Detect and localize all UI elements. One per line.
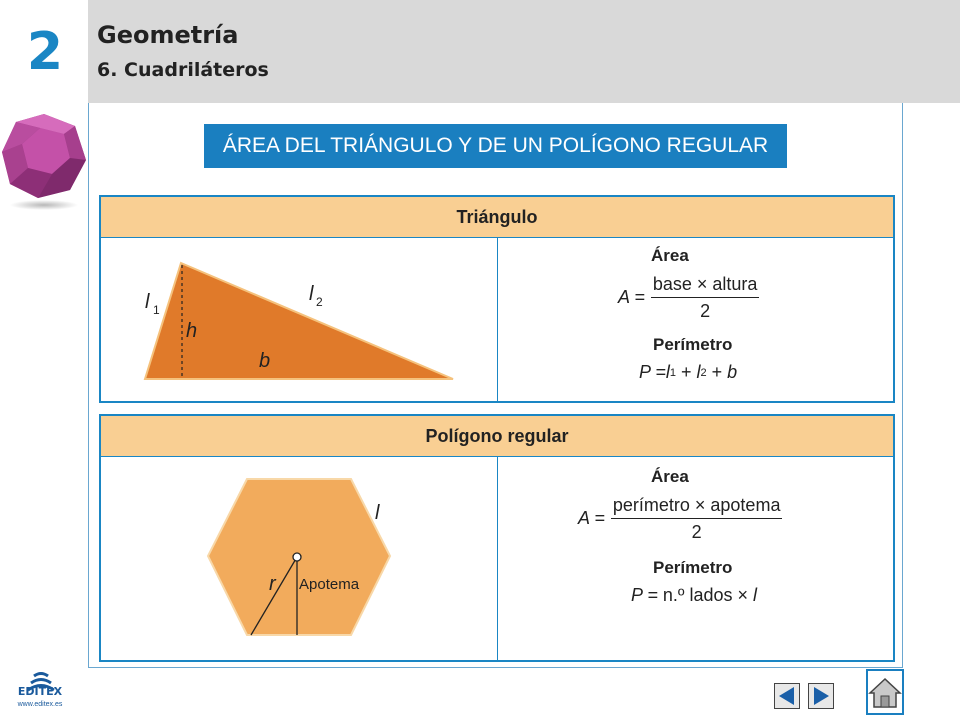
- label-side: l: [375, 502, 380, 524]
- panel-divider: [497, 238, 498, 402]
- polygon-perimeter-formula: [631, 585, 757, 606]
- triangle-perimeter-heading: Perímetro: [653, 335, 733, 354]
- home-icon: [868, 671, 902, 713]
- triangle-perimeter-l2-sub: 2: [700, 366, 707, 379]
- polygon-area-heading: Área: [651, 467, 689, 486]
- triangle-right-icon: [809, 684, 833, 708]
- triangle-perimeter-plus2: +: [706, 362, 728, 382]
- dodecahedron-icon: [0, 108, 88, 213]
- panel-divider: [497, 457, 498, 661]
- home-button[interactable]: [866, 669, 904, 715]
- triangle-area-numerator: base × altura: [651, 274, 760, 298]
- triangle-figure: [101, 238, 497, 402]
- triangle-area-formula: [618, 274, 759, 321]
- polygon-area-denominator: 2: [691, 522, 702, 542]
- page-title: Geometría: [97, 21, 239, 49]
- polygon-perimeter-rhs: n.º lados ×: [662, 585, 753, 605]
- polygon-panel-heading: Polígono regular: [101, 416, 893, 457]
- label-apothem: Apotema: [299, 576, 360, 593]
- label-h: h: [186, 320, 198, 342]
- polygon-panel-body: [101, 457, 893, 661]
- label-radius: r: [269, 573, 276, 595]
- polygon-perimeter-heading: Perímetro: [653, 558, 733, 577]
- editex-logo-text: EDITEX: [17, 685, 63, 698]
- polygon-perimeter-lhs: P =: [631, 585, 663, 605]
- triangle-perimeter-plus1: +: [675, 362, 697, 382]
- triangle-area-denominator: 2: [700, 301, 711, 321]
- page-subtitle: 6. Cuadriláteros: [97, 59, 269, 81]
- chapter-number: 2: [26, 22, 64, 82]
- triangle-left-icon: [775, 684, 799, 708]
- polygon-area-numerator: perímetro × apotema: [611, 495, 783, 519]
- triangle-panel-body: [101, 238, 893, 402]
- label-l1-sub: 1: [153, 303, 160, 317]
- triangle-area-lhs: A =: [618, 287, 645, 307]
- next-button[interactable]: [808, 683, 834, 709]
- triangle-panel-heading: Triángulo: [101, 197, 893, 238]
- section-banner: ÁREA DEL TRIÁNGULO Y DE UN POLÍGONO REGULAR: [204, 124, 787, 168]
- polygon-area-fraction: [611, 495, 783, 542]
- polygon-area-lhs: A =: [578, 508, 605, 528]
- triangle-perimeter-b: b: [727, 362, 738, 382]
- triangle-area-heading: Área: [651, 246, 689, 265]
- label-b: b: [259, 350, 271, 372]
- hexagon-figure: [101, 457, 497, 661]
- header-band: [88, 0, 960, 103]
- editex-logo-url: www.editex.es: [17, 701, 63, 708]
- triangle-panel: [99, 195, 895, 403]
- triangle-perimeter-lhs: P =: [639, 362, 666, 382]
- triangle-perimeter-l1-sub: 1: [669, 366, 676, 379]
- triangle-perimeter-l2: l: [696, 362, 701, 382]
- polygon-perimeter-var: l: [753, 585, 757, 605]
- polygon-area-formula: [578, 495, 782, 542]
- polygon-panel: [99, 414, 895, 662]
- triangle-area-fraction: [651, 274, 760, 321]
- previous-button[interactable]: [774, 683, 800, 709]
- triangle-perimeter-l1: l: [665, 362, 670, 382]
- label-l1: l: [145, 291, 150, 313]
- triangle-perimeter-formula: [639, 362, 737, 383]
- label-l2: l: [309, 283, 314, 305]
- label-l2-sub: 2: [316, 295, 323, 309]
